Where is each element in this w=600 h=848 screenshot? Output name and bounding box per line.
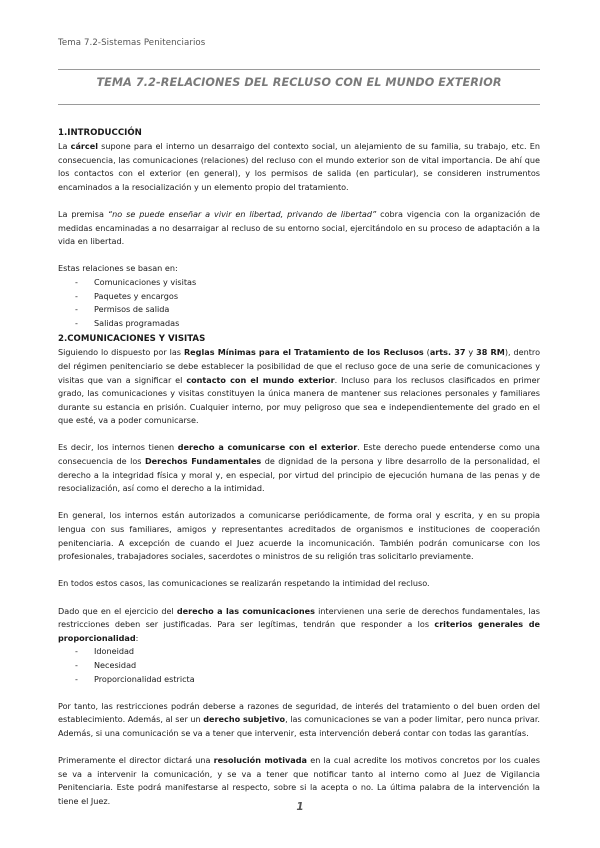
bold-term: contacto con el mundo exterior — [186, 374, 335, 385]
list-item: - Salidas programadas — [75, 317, 180, 328]
relations-list — [58, 276, 540, 330]
document-title: TEMA 7.2-RELACIONES DEL RECLUSO CON EL MUNDO EXTERIOR — [96, 76, 502, 89]
section-heading-comunicaciones: 2.COMUNICACIONES Y VISITAS — [58, 334, 206, 345]
proportionality-criteria-list — [58, 645, 540, 686]
bold-term: arts. 37 — [429, 347, 466, 358]
document-body — [58, 126, 540, 809]
paragraph: Dado que en el ejercicio del derecho a las comunicaciones intervienen una serie de derechos fundamentales, las restricciones deben ser justificadas. Para ser legítimas, tendrán que responder a los criterios generales de proporcionalidad: — [58, 605, 540, 643]
section-heading-introduccion: 1.INTRODUCCIÓN — [58, 128, 142, 138]
bold-term: 38 RM — [476, 347, 505, 358]
list-item: - Permisos de salida — [75, 304, 170, 315]
paragraph: Estas relaciones se basan en: — [58, 263, 178, 274]
quoted-premise: “no se puede enseñar a vivir en libertad, privando de libertad” — [107, 208, 377, 219]
bold-term: cárcel — [70, 141, 98, 151]
list-item: - Necesidad — [75, 659, 137, 670]
list-item: - Comunicaciones y visitas — [75, 276, 197, 287]
title-top-rule — [58, 69, 540, 70]
list-item: - Idoneidad — [75, 646, 135, 657]
paragraph: En general, los internos están autorizados a comunicarse periódicamente, de forma oral y escrita, y en su propia lengua con sus familiares, amigos y representantes acreditados de organismos e instituciones de cooperación penitenciaria. A excepción de cuando el Juez acuerde la incomunicación. También podrán comunicarse con los profesionales, trabajadores sociales, sacerdotes o ministros de su religión tras solicitarlo previamente. — [58, 510, 540, 562]
paragraph: Primeramente el director dictará una resolución motivada en la cual acredite los motivos concretos por los cuales se va a intervenir la comunicación, y se va a tener que notificar tanto al interno como al Juez de Vigilancia Penitenciaria. Este podrá manifestarse al respecto, sobre si la acepta o no. La última palabra de la intervención la tiene el Juez. — [58, 755, 540, 806]
paragraph: Es decir, los internos tienen derecho a comunicarse con el exterior. Este derecho puede entenderse como una consecuencia de los Derechos Fundamentales de dignidad de la persona y libre desarrollo de la personalidad, el derecho a la integridad física y moral y, en especial, por virtud del principio de ejecución humana de las penas y de resocialización, así como el derecho a la intimidad. — [58, 442, 540, 494]
paragraph: La premisa “no se puede enseñar a vivir en libertad, privando de libertad” cobra vigencia con la organización de medidas encaminadas a no desarraigar al recluso de su entorno social, ejercitándolo en su proceso de adaptación a la vida en libertad. — [58, 208, 540, 247]
paragraph: La cárcel supone para el interno un desarraigo del contexto social, un alejamiento de su familia, su trabajo, etc. En consecuencia, las comunicaciones (relaciones) del recluso con el mundo exterior son de vital importancia. De ahí que los contactos con el exterior (en general), y los permisos de salida (en particular), se consideren instrumentos encaminados a la resocialización y un elemento propio del tratamiento. — [58, 141, 540, 192]
paragraph: Por tanto, las restricciones podrán deberse a razones de seguridad, de interés del tratamiento o del buen orden del establecimiento. Además, al ser un derecho subjetivo, las comunicaciones se van a poder limitar, pero nunca privar. Además, si una comunicación se va a tener que intervenir, esta intervención deberá contar con todas las garantías. — [58, 700, 541, 738]
page-header: Tema 7.2-Sistemas Penitenciarios — [58, 38, 206, 48]
bold-term: Derechos Fundamentales — [144, 456, 262, 467]
title-bottom-rule — [58, 104, 540, 105]
list-item: - Paquetes y encargos — [75, 290, 179, 301]
list-item: - Proporcionalidad estricta — [75, 673, 195, 684]
paragraph: Siguiendo lo dispuesto por las Reglas Mínimas para el Tratamiento de los Reclusos (arts. 37 y 38 RM), dentro del régimen penitenciario se debe establecer la posibilidad de que el recluso goce de una serie de comunicaciones y visitas que van a significar el contacto con el mundo exterior. Incluso para los reclusos clasificados en primer grado, las comunicaciones y visitas constituyen la única manera de mantener sus relaciones personales y familiares durante su estancia en prisión. Cualquier interno, por muy peligroso que sea e independientemente del grado en el que esté, va a poder comunicarse. — [58, 347, 541, 426]
bold-term: derecho a comunicarse con el exterior — [177, 442, 358, 453]
bold-term: Reglas Mínimas para el Tratamiento de los Reclusos — [183, 347, 424, 358]
paragraph: En todos estos casos, las comunicaciones se realizarán respetando la intimidad del recluso. — [58, 578, 430, 589]
bold-term: resolución motivada — [213, 755, 308, 766]
bold-term: derecho a las comunicaciones — [176, 605, 315, 616]
page-number: 1 — [296, 801, 304, 813]
bold-term: criterios generales de proporcionalidad — [58, 619, 540, 643]
bold-term: derecho subjetivo — [203, 714, 286, 725]
